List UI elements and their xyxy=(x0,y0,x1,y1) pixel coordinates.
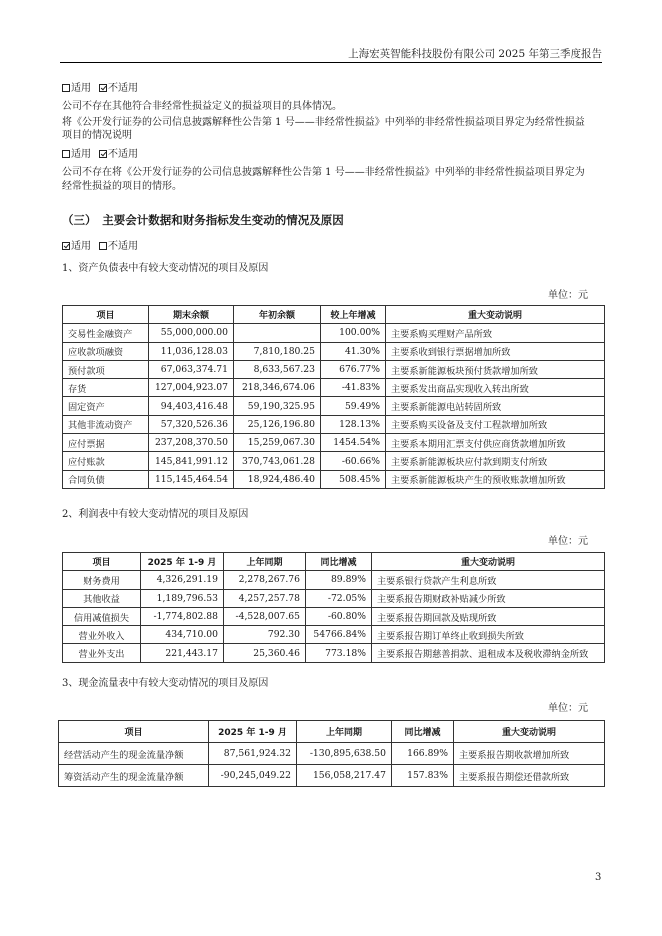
column-header: 2025 年 1-9 月 xyxy=(209,721,297,743)
section-title: （三） 主要会计数据和财务指标发生变动的情况及原因 xyxy=(62,213,344,227)
column-header: 年初余额 xyxy=(234,306,321,324)
cell-note: 主要系新能源板块应付款到期支付所致 xyxy=(386,452,605,470)
cell-note: 主要系购买理财产品所致 xyxy=(386,324,605,342)
table-row xyxy=(63,452,605,470)
cell-note: 主要系报告期订单终止收到损失所致 xyxy=(372,626,605,644)
checkbox-checked[interactable] xyxy=(99,150,107,158)
cell-value: 25,126,196.80 xyxy=(234,415,321,433)
table-row xyxy=(63,571,605,589)
cell-value: 11,036,128.03 xyxy=(149,342,234,360)
cell-note: 主要系报告期财政补贴减少所致 xyxy=(372,589,605,607)
cash-flow-unit: 单位：元 xyxy=(548,703,588,714)
cell-value: 434,710.00 xyxy=(141,626,224,644)
cell-note: 主要系新能源板块预付货款增加所致 xyxy=(386,360,605,378)
page-number: 3 xyxy=(595,872,602,883)
not-applicable-label: 不适用 xyxy=(108,241,138,252)
checkbox-checked[interactable] xyxy=(62,242,70,250)
cell-item: 存货 xyxy=(63,379,149,397)
cell-change: -72.05% xyxy=(306,589,372,607)
cell-value: 55,000,000.00 xyxy=(149,324,234,342)
cell-change: 773.18% xyxy=(306,644,372,662)
cell-change: 59.49% xyxy=(321,397,386,415)
cell-note: 主要系购买设备及支付工程款增加所致 xyxy=(386,415,605,433)
cell-value: 59,190,325.95 xyxy=(234,397,321,415)
cell-value: 156,058,217.47 xyxy=(297,765,392,787)
checkbox-unchecked[interactable] xyxy=(62,84,70,92)
table-row xyxy=(63,342,605,360)
income-statement-unit: 单位：元 xyxy=(548,536,588,547)
cell-change: 676.77% xyxy=(321,360,386,378)
table-row xyxy=(63,324,605,342)
paragraph-3-line-2: 经常性损益的项目的情形。 xyxy=(62,181,182,192)
cell-value: 15,259,067.30 xyxy=(234,434,321,452)
cell-item: 预付款项 xyxy=(63,360,149,378)
cell-value: 57,320,526.36 xyxy=(149,415,234,433)
column-header: 较上年增减 xyxy=(321,306,386,324)
cell-value: 115,145,464.54 xyxy=(149,470,234,488)
cell-value: 25,360.46 xyxy=(224,644,306,662)
cash-flow-heading: 3、现金流量表中有较大变动情况的项目及原因 xyxy=(62,678,269,689)
cell-note: 主要系报告期偿还借款所致 xyxy=(454,765,605,787)
cell-value: 67,063,374.71 xyxy=(149,360,234,378)
table-row xyxy=(63,397,605,415)
cell-value: 8,633,567.23 xyxy=(234,360,321,378)
table-row xyxy=(59,765,605,787)
cell-item: 营业外收入 xyxy=(63,626,141,644)
cell-change: 1454.54% xyxy=(321,434,386,452)
table-header-row xyxy=(63,306,605,324)
cell-note: 主要系报告期慈善捐款、退租成本及税收滞纳金所致 xyxy=(372,644,605,662)
cell-item: 经营活动产生的现金流量净额 xyxy=(59,743,209,765)
cell-value: 145,841,991.12 xyxy=(149,452,234,470)
paragraph-2-line-2: 项目的情况说明 xyxy=(62,130,132,141)
column-header: 重大变动说明 xyxy=(386,306,605,324)
cell-change: -60.80% xyxy=(306,607,372,625)
cell-value: 2,278,267.76 xyxy=(224,571,306,589)
column-header: 同比增减 xyxy=(392,721,454,743)
applicable-row-2 xyxy=(62,148,138,161)
cell-change: 157.83% xyxy=(392,765,454,787)
cell-value: -1,774,802.88 xyxy=(141,607,224,625)
column-header: 重大变动说明 xyxy=(454,721,605,743)
cell-item: 应付票据 xyxy=(63,434,149,452)
cell-value: 218,346,674.06 xyxy=(234,379,321,397)
paragraph-3-line-1: 公司不存在将《公开发行证券的公司信息披露解释性公告第 1 号——非经常性损益》中列举的非经常性损益项目界定为 xyxy=(62,167,585,178)
cell-item: 应付账款 xyxy=(63,452,149,470)
cell-value: 1,189,796.53 xyxy=(141,589,224,607)
column-header: 期末余额 xyxy=(149,306,234,324)
table-row xyxy=(63,644,605,662)
applicable-label: 适用 xyxy=(71,83,91,94)
cell-change: 508.45% xyxy=(321,470,386,488)
cell-note: 主要系收到银行票据增加所致 xyxy=(386,342,605,360)
cell-note: 主要系银行贷款产生利息所致 xyxy=(372,571,605,589)
cell-note: 主要系报告期收款增加所致 xyxy=(454,743,605,765)
table-row xyxy=(63,434,605,452)
cell-value: 4,257,257.78 xyxy=(224,589,306,607)
table-row xyxy=(63,589,605,607)
cell-item: 其他非流动资产 xyxy=(63,415,149,433)
table-row xyxy=(63,626,605,644)
cell-item: 信用减值损失 xyxy=(63,607,141,625)
cell-note: 主要系发出商品实现收入转出所致 xyxy=(386,379,605,397)
checkbox-unchecked[interactable] xyxy=(62,150,70,158)
column-header: 2025 年 1-9 月 xyxy=(141,553,224,571)
cell-value: 87,561,924.32 xyxy=(209,743,297,765)
cell-item: 合同负债 xyxy=(63,470,149,488)
header-divider xyxy=(60,62,602,63)
balance-sheet-table xyxy=(62,305,605,489)
not-applicable-label: 不适用 xyxy=(108,83,138,94)
cell-value: -130,895,638.50 xyxy=(297,743,392,765)
cell-item: 交易性金融资产 xyxy=(63,324,149,342)
cash-flow-table xyxy=(58,720,605,787)
cell-note: 主要系新能源板块产生的预收账款增加所致 xyxy=(386,470,605,488)
cell-value: 94,403,416.48 xyxy=(149,397,234,415)
income-statement-heading: 2、利润表中有较大变动情况的项目及原因 xyxy=(62,509,249,520)
not-applicable-label: 不适用 xyxy=(108,149,138,160)
cell-value: 7,810,180.25 xyxy=(234,342,321,360)
applicable-row-3 xyxy=(62,240,138,253)
cell-change: 166.89% xyxy=(392,743,454,765)
cell-value: 4,326,291.19 xyxy=(141,571,224,589)
cell-item: 其他收益 xyxy=(63,589,141,607)
table-row xyxy=(63,360,605,378)
column-header: 上年同期 xyxy=(297,721,392,743)
cell-value: 237,208,370.50 xyxy=(149,434,234,452)
cell-value: 127,004,923.07 xyxy=(149,379,234,397)
cell-change: 54766.84% xyxy=(306,626,372,644)
cell-change: 100.00% xyxy=(321,324,386,342)
paragraph-1: 公司不存在其他符合非经常性损益定义的损益项目的具体情况。 xyxy=(62,101,342,112)
cell-item: 营业外支出 xyxy=(63,644,141,662)
table-row xyxy=(63,470,605,488)
report-header-title: 上海宏英智能科技股份有限公司 2025 年第三季度报告 xyxy=(348,48,602,60)
applicable-label: 适用 xyxy=(71,241,91,252)
cell-item: 固定资产 xyxy=(63,397,149,415)
table-row xyxy=(63,379,605,397)
balance-sheet-heading: 1、资产负债表中有较大变动情况的项目及原因 xyxy=(62,263,269,274)
cell-change: 89.89% xyxy=(306,571,372,589)
cell-value: -90,245,049.22 xyxy=(209,765,297,787)
table-row xyxy=(63,607,605,625)
cell-change: -60.66% xyxy=(321,452,386,470)
table-row xyxy=(63,415,605,433)
table-header-row xyxy=(59,721,605,743)
cell-value xyxy=(234,324,321,342)
checkbox-checked[interactable] xyxy=(99,84,107,92)
paragraph-2-line-1: 将《公开发行证券的公司信息披露解释性公告第 1 号——非经常性损益》中列举的非经常性损益项目界定为经常性损益 xyxy=(62,117,585,128)
cell-value: 18,924,486.40 xyxy=(234,470,321,488)
applicable-label: 适用 xyxy=(71,149,91,160)
cell-note: 主要系新能源电站转固所致 xyxy=(386,397,605,415)
table-row xyxy=(59,743,605,765)
column-header: 项目 xyxy=(59,721,209,743)
applicable-row-1 xyxy=(62,82,138,95)
balance-sheet-unit: 单位：元 xyxy=(548,290,588,301)
checkbox-unchecked[interactable] xyxy=(99,242,107,250)
cell-change: -41.83% xyxy=(321,379,386,397)
cell-value: 221,443.17 xyxy=(141,644,224,662)
cell-change: 41.30% xyxy=(321,342,386,360)
cell-value: 370,743,061.28 xyxy=(234,452,321,470)
column-header: 项目 xyxy=(63,306,149,324)
column-header: 同比增减 xyxy=(306,553,372,571)
column-header: 重大变动说明 xyxy=(372,553,605,571)
cell-item: 应收款项融资 xyxy=(63,342,149,360)
table-header-row xyxy=(63,553,605,571)
cell-value: -4,528,007.65 xyxy=(224,607,306,625)
column-header: 项目 xyxy=(63,553,141,571)
cell-item: 财务费用 xyxy=(63,571,141,589)
cell-note: 主要系报告期回款及贴现所致 xyxy=(372,607,605,625)
cell-note: 主要系本期用汇票支付供应商货款增加所致 xyxy=(386,434,605,452)
cell-change: 128.13% xyxy=(321,415,386,433)
cell-item: 筹资活动产生的现金流量净额 xyxy=(59,765,209,787)
column-header: 上年同期 xyxy=(224,553,306,571)
cell-value: 792.30 xyxy=(224,626,306,644)
income-statement-table xyxy=(62,552,605,663)
